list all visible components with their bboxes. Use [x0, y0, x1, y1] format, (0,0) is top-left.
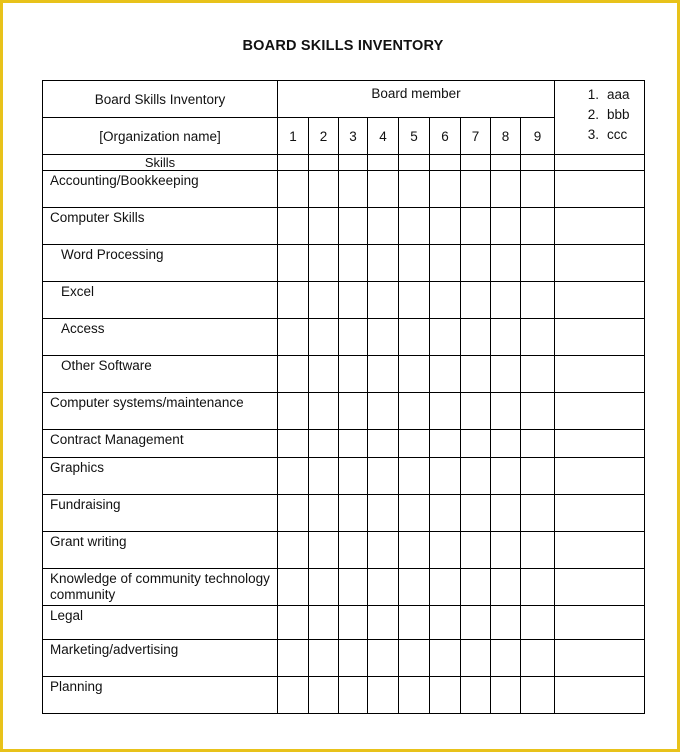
skill-notes-cell[interactable] — [555, 208, 645, 245]
member-skill-cell[interactable] — [521, 458, 555, 495]
member-skill-cell[interactable] — [309, 495, 339, 532]
skill-row — [43, 245, 645, 282]
member-skill-cell[interactable] — [368, 356, 399, 393]
member-skill-cell[interactable] — [309, 532, 339, 569]
member-skill-cell[interactable] — [339, 282, 368, 319]
document-title: BOARD SKILLS INVENTORY — [242, 38, 444, 54]
member-skill-cell[interactable] — [368, 606, 399, 640]
skill-row — [43, 677, 645, 714]
member-skill-cell[interactable] — [309, 171, 339, 208]
member-skill-cell[interactable] — [430, 677, 461, 714]
board-member-number: 6 — [430, 118, 461, 155]
member-skill-cell[interactable] — [430, 430, 461, 458]
member-skill-cell[interactable] — [368, 677, 399, 714]
member-skill-cell[interactable] — [521, 245, 555, 282]
skills-header-blank-cell — [491, 155, 521, 171]
member-skill-cell[interactable] — [430, 245, 461, 282]
member-skill-cell[interactable] — [430, 458, 461, 495]
skill-label: Other Software — [43, 356, 278, 393]
skill-notes-cell[interactable] — [555, 640, 645, 677]
board-member-number: 2 — [309, 118, 339, 155]
member-skill-cell[interactable] — [278, 430, 309, 458]
skill-row — [43, 430, 645, 458]
skills-header-blank-cell — [461, 155, 491, 171]
member-skill-cell[interactable] — [399, 532, 430, 569]
member-skill-cell[interactable] — [430, 532, 461, 569]
member-skill-cell[interactable] — [430, 569, 461, 606]
skill-label: Access — [43, 319, 278, 356]
note-item — [555, 85, 644, 105]
member-skill-cell[interactable] — [521, 640, 555, 677]
member-skill-cell[interactable] — [339, 458, 368, 495]
member-skill-cell[interactable] — [461, 319, 491, 356]
member-skill-cell[interactable] — [278, 245, 309, 282]
member-skill-cell[interactable] — [309, 458, 339, 495]
member-skill-cell[interactable] — [399, 393, 430, 430]
member-skill-cell[interactable] — [278, 606, 309, 640]
member-skill-cell[interactable] — [339, 495, 368, 532]
member-skill-cell[interactable] — [461, 606, 491, 640]
skill-notes-cell[interactable] — [555, 356, 645, 393]
member-skill-cell[interactable] — [368, 282, 399, 319]
member-skill-cell[interactable] — [521, 569, 555, 606]
member-skill-cell[interactable] — [339, 208, 368, 245]
member-skill-cell[interactable] — [491, 677, 521, 714]
member-skill-cell[interactable] — [430, 208, 461, 245]
member-skill-cell[interactable] — [339, 677, 368, 714]
organization-name-cell[interactable] — [43, 118, 278, 155]
member-skill-cell[interactable] — [521, 208, 555, 245]
skills-header-blank-cell — [430, 155, 461, 171]
member-skill-cell[interactable] — [521, 282, 555, 319]
member-skill-cell[interactable] — [278, 458, 309, 495]
member-skill-cell[interactable] — [309, 430, 339, 458]
member-skill-cell[interactable] — [521, 356, 555, 393]
member-skill-cell[interactable] — [461, 282, 491, 319]
member-skill-cell[interactable] — [461, 393, 491, 430]
board-member-label: Board member — [371, 86, 461, 101]
board-member-number: 5 — [399, 118, 430, 155]
member-skill-cell[interactable] — [399, 677, 430, 714]
skills-header-label: Skills — [144, 154, 176, 170]
member-skill-cell[interactable] — [339, 430, 368, 458]
skill-row — [43, 640, 645, 677]
member-skill-cell[interactable] — [368, 393, 399, 430]
member-skill-cell[interactable] — [278, 393, 309, 430]
member-skill-cell[interactable] — [309, 245, 339, 282]
member-skill-cell[interactable] — [399, 640, 430, 677]
skill-label: Excel — [43, 282, 278, 319]
member-skill-cell[interactable] — [399, 356, 430, 393]
note-item — [555, 105, 644, 125]
skill-label: Accounting/Bookkeeping — [43, 171, 278, 208]
member-skill-cell[interactable] — [339, 640, 368, 677]
member-skill-cell[interactable] — [278, 640, 309, 677]
member-skill-cell[interactable] — [521, 606, 555, 640]
member-skill-cell[interactable] — [339, 532, 368, 569]
skill-row — [43, 356, 645, 393]
member-skill-cell[interactable] — [278, 495, 309, 532]
skill-row — [43, 208, 645, 245]
member-skill-cell[interactable] — [339, 171, 368, 208]
skills-header-blank-cell — [368, 155, 399, 171]
member-skill-cell[interactable] — [491, 282, 521, 319]
member-skill-cell[interactable] — [399, 245, 430, 282]
member-skill-cell[interactable] — [399, 319, 430, 356]
skill-notes-cell[interactable] — [555, 458, 645, 495]
skill-notes-cell[interactable] — [555, 171, 645, 208]
member-skill-cell[interactable] — [491, 532, 521, 569]
member-skill-cell[interactable] — [461, 677, 491, 714]
member-skill-cell[interactable] — [491, 319, 521, 356]
skills-inventory-table — [42, 80, 645, 714]
note-item — [555, 125, 644, 145]
member-skill-cell[interactable] — [309, 319, 339, 356]
skill-row — [43, 393, 645, 430]
member-skill-cell[interactable] — [461, 532, 491, 569]
member-skill-cell[interactable] — [278, 208, 309, 245]
member-skill-cell[interactable] — [339, 569, 368, 606]
member-skill-cell[interactable] — [339, 393, 368, 430]
member-skill-cell[interactable] — [309, 640, 339, 677]
member-skill-cell[interactable] — [399, 430, 430, 458]
member-skill-cell[interactable] — [368, 532, 399, 569]
member-skill-cell[interactable] — [491, 171, 521, 208]
skill-row — [43, 495, 645, 532]
skill-label: Contract Management — [43, 430, 278, 458]
member-skill-cell[interactable] — [461, 171, 491, 208]
member-skill-cell[interactable] — [278, 569, 309, 606]
member-skill-cell[interactable] — [399, 569, 430, 606]
note-text: ccc — [607, 127, 628, 142]
skills-header-cell — [43, 155, 278, 171]
skills-header-blank-cell — [399, 155, 430, 171]
skill-label: Computer Skills — [43, 208, 278, 245]
skill-row — [43, 532, 645, 569]
skill-notes-cell[interactable] — [555, 393, 645, 430]
member-skill-cell[interactable] — [461, 495, 491, 532]
member-skill-cell[interactable] — [399, 458, 430, 495]
skill-label: Knowledge of community technology community — [43, 569, 278, 606]
member-skill-cell[interactable] — [491, 208, 521, 245]
member-skill-cell[interactable] — [461, 640, 491, 677]
member-skill-cell[interactable] — [461, 245, 491, 282]
member-skill-cell[interactable] — [309, 208, 339, 245]
note-number: 1. — [587, 87, 600, 102]
skill-row — [43, 458, 645, 495]
skill-row — [43, 569, 645, 606]
skill-notes-cell[interactable] — [555, 606, 645, 640]
notes-list — [555, 85, 644, 145]
member-skill-cell[interactable] — [309, 569, 339, 606]
member-skill-cell[interactable] — [399, 171, 430, 208]
member-skill-cell[interactable] — [368, 495, 399, 532]
member-skill-cell[interactable] — [368, 319, 399, 356]
member-skill-cell[interactable] — [491, 495, 521, 532]
member-skill-cell[interactable] — [368, 569, 399, 606]
member-skill-cell[interactable] — [278, 677, 309, 714]
board-member-number: 9 — [521, 118, 555, 155]
member-skill-cell[interactable] — [430, 319, 461, 356]
member-skill-cell[interactable] — [339, 319, 368, 356]
note-number: 2. — [587, 107, 600, 122]
member-skill-cell[interactable] — [430, 606, 461, 640]
member-skill-cell[interactable] — [461, 430, 491, 458]
skill-notes-cell[interactable] — [555, 532, 645, 569]
member-skill-cell[interactable] — [430, 640, 461, 677]
member-skill-cell[interactable] — [309, 393, 339, 430]
table-label: Board Skills Inventory — [94, 91, 226, 107]
skill-notes-cell[interactable] — [555, 430, 645, 458]
skill-notes-cell[interactable] — [555, 569, 645, 606]
member-skill-cell[interactable] — [399, 208, 430, 245]
skill-label: Grant writing — [43, 532, 278, 569]
board-member-number: 3 — [339, 118, 368, 155]
member-skill-cell[interactable] — [399, 495, 430, 532]
skill-label: Marketing/advertising — [43, 640, 278, 677]
table-label-cell — [43, 81, 278, 118]
skills-header-notes-blank — [555, 155, 645, 171]
member-skill-cell[interactable] — [491, 393, 521, 430]
member-skill-cell[interactable] — [368, 458, 399, 495]
skill-notes-cell[interactable] — [555, 319, 645, 356]
member-skill-cell[interactable] — [339, 245, 368, 282]
skills-header-blank-cell — [278, 155, 309, 171]
member-skill-cell[interactable] — [430, 171, 461, 208]
skill-row — [43, 606, 645, 640]
organization-name-placeholder: [Organization name] — [99, 128, 221, 144]
note-text: aaa — [607, 87, 630, 102]
board-member-number: 1 — [278, 118, 309, 155]
board-member-number: 8 — [491, 118, 521, 155]
member-skill-cell[interactable] — [521, 532, 555, 569]
member-skill-cell[interactable] — [461, 458, 491, 495]
member-skill-cell[interactable] — [368, 430, 399, 458]
member-skill-cell[interactable] — [521, 677, 555, 714]
member-skill-cell[interactable] — [491, 430, 521, 458]
member-skill-cell[interactable] — [368, 171, 399, 208]
member-skill-cell[interactable] — [491, 606, 521, 640]
member-skill-cell[interactable] — [521, 495, 555, 532]
skill-label: Legal — [43, 606, 278, 640]
member-skill-cell[interactable] — [430, 393, 461, 430]
member-skill-cell[interactable] — [491, 458, 521, 495]
board-member-header — [278, 81, 555, 118]
member-skill-cell[interactable] — [339, 356, 368, 393]
skills-header-blank-cell — [339, 155, 368, 171]
member-skill-cell[interactable] — [309, 282, 339, 319]
member-skill-cell[interactable] — [430, 495, 461, 532]
member-skill-cell[interactable] — [278, 319, 309, 356]
skill-label: Planning — [43, 677, 278, 714]
skill-label: Graphics — [43, 458, 278, 495]
member-skill-cell[interactable] — [491, 356, 521, 393]
skill-label: Fundraising — [43, 495, 278, 532]
member-skill-cell[interactable] — [368, 208, 399, 245]
member-skill-cell[interactable] — [521, 430, 555, 458]
member-skill-cell[interactable] — [461, 569, 491, 606]
skill-notes-cell[interactable] — [555, 495, 645, 532]
notes-cell — [555, 81, 645, 155]
member-skill-cell[interactable] — [521, 319, 555, 356]
member-skill-cell[interactable] — [521, 171, 555, 208]
member-skill-cell[interactable] — [521, 393, 555, 430]
member-skill-cell[interactable] — [430, 356, 461, 393]
member-skill-cell[interactable] — [278, 356, 309, 393]
member-skill-cell[interactable] — [278, 282, 309, 319]
member-skill-cell[interactable] — [278, 171, 309, 208]
member-skill-cell[interactable] — [399, 606, 430, 640]
member-skill-cell[interactable] — [430, 282, 461, 319]
skill-row — [43, 319, 645, 356]
member-skill-cell[interactable] — [368, 640, 399, 677]
member-skill-cell[interactable] — [491, 245, 521, 282]
board-member-number: 4 — [368, 118, 399, 155]
member-skill-cell[interactable] — [491, 640, 521, 677]
member-skill-cell[interactable] — [278, 532, 309, 569]
skill-row — [43, 282, 645, 319]
member-skill-cell[interactable] — [368, 245, 399, 282]
member-skill-cell[interactable] — [461, 208, 491, 245]
board-member-number: 7 — [461, 118, 491, 155]
skill-label: Computer systems/maintenance — [43, 393, 278, 430]
member-skill-cell[interactable] — [309, 606, 339, 640]
note-number: 3. — [587, 127, 600, 142]
member-skill-cell[interactable] — [491, 569, 521, 606]
member-skill-cell[interactable] — [399, 282, 430, 319]
skills-header-blank-cell — [309, 155, 339, 171]
member-skill-cell[interactable] — [461, 356, 491, 393]
member-skill-cell[interactable] — [309, 677, 339, 714]
skills-header-blank-cell — [521, 155, 555, 171]
note-text: bbb — [607, 107, 630, 122]
member-skill-cell[interactable] — [309, 356, 339, 393]
skill-notes-cell[interactable] — [555, 245, 645, 282]
skill-label: Word Processing — [43, 245, 278, 282]
skill-row — [43, 171, 645, 208]
skill-notes-cell[interactable] — [555, 282, 645, 319]
member-skill-cell[interactable] — [339, 606, 368, 640]
skill-notes-cell[interactable] — [555, 677, 645, 714]
